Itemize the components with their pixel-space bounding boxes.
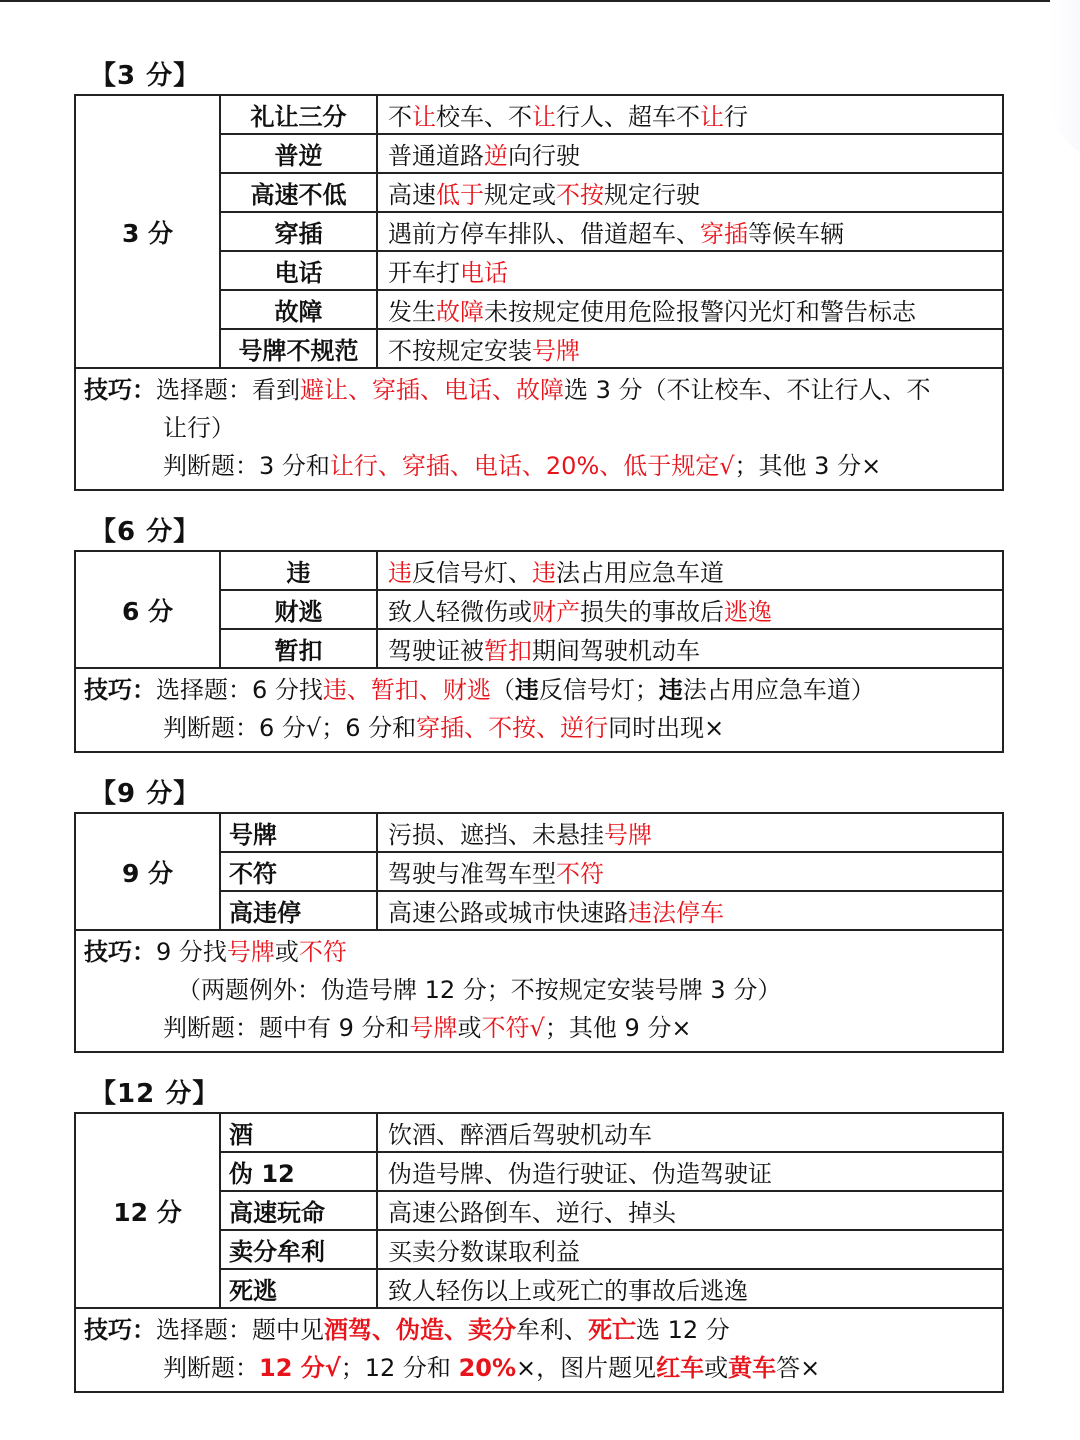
text-run: 避让、穿插、电话、故障 [300,376,564,404]
text-run: ；其他 9 分× [544,1014,692,1042]
rule-description [378,135,1002,172]
text-run: 技巧： [84,1316,156,1344]
rule-description [378,814,1002,851]
text-run: 或 [457,1014,482,1042]
text-run: 让 [532,103,556,131]
text-run: 让 [700,103,724,131]
text-run: 不符√ [481,1014,545,1042]
table-row [221,630,1002,667]
table-row [221,1231,1002,1270]
text-run: 法占用应急车道 [556,559,724,587]
tip-line [84,409,994,447]
text-run: 污损、遮挡、未悬挂 [388,821,604,849]
text-run: 驾驶与准驾车型 [388,860,556,888]
tip-line [84,1311,994,1349]
rule-rows [221,96,1002,367]
rule-name: 违 [221,552,378,589]
table-row [221,1192,1002,1231]
rule-description [378,591,1002,628]
text-run: 死亡 [588,1316,636,1344]
text-run: 规定或 [484,181,556,209]
points-table [74,1112,1004,1393]
score-cell: 6 分 [76,552,221,667]
table-row [221,252,1002,291]
text-run: 违法停车 [628,899,724,927]
text-run: 穿插 [700,220,748,248]
text-run: 普通道路 [388,142,484,170]
rule-description [378,213,1002,250]
section-2 [74,514,1004,753]
table-row [221,591,1002,630]
rule-description [378,853,1002,890]
table-row [221,135,1002,174]
rule-description [378,1270,1002,1307]
text-run: 致人轻微伤或 [388,598,532,626]
rule-name: 穿插 [221,213,378,250]
text-run: （两题例外：伪造号牌 12 分；不按规定安装号牌 3 分） [177,976,782,1004]
rule-name: 伪 12 [221,1153,378,1190]
section-title: 【9 分】 [90,779,201,809]
text-run: 逃逸 [724,598,772,626]
points-table [74,550,1004,753]
tip-line [84,447,994,485]
text-run: 电话 [460,259,508,287]
points-grid [76,1114,1002,1309]
rule-name: 电话 [221,252,378,289]
tip-line [84,671,994,709]
rule-description [378,96,1002,133]
text-run: 反信号灯、 [412,559,532,587]
text-run: 判断题：6 分√；6 分和 [163,714,417,742]
text-run: 穿插、不按、逆行 [416,714,609,742]
text-run: ×，图片题见 [516,1354,657,1382]
text-run: 黄车 [728,1354,777,1382]
text-run: 选 12 分 [636,1316,730,1344]
tip-line [84,371,994,409]
rule-description [378,552,1002,589]
text-run: 答× [776,1354,821,1382]
table-row [221,853,1002,892]
tips-block [76,1309,1002,1391]
rule-name: 高速不低 [221,174,378,211]
score-cell: 9 分 [76,814,221,929]
text-run: 选择题：题中见 [156,1316,324,1344]
points-grid [76,814,1002,931]
text-run: 违、暂扣、财逃 [322,676,491,704]
text-run: 法占用应急车道） [682,676,875,704]
text-run: 规定行驶 [604,181,700,209]
text-run: 选择题：看到 [156,376,300,404]
text-run: 伪造号牌、伪造行驶证、伪造驾驶证 [388,1160,772,1188]
table-row [221,213,1002,252]
text-run: 选 3 分（不让校车、不让行人、不 [564,376,931,404]
section-1 [74,58,1004,491]
text-run: 20% [458,1354,517,1382]
rule-name: 暂扣 [221,630,378,667]
text-run: 号牌 [532,337,580,365]
text-run: 酒驾、伪造、卖分 [324,1316,516,1344]
section-title: 【12 分】 [90,1079,220,1109]
rule-rows [221,814,1002,929]
text-run: 买卖分数谋取利益 [388,1238,580,1266]
text-run: 让行、穿插、电话、20%、低于规定√ [329,452,735,480]
section-4 [74,1076,1004,1393]
text-run: 逆 [484,142,508,170]
text-run: 行 [724,103,748,131]
text-run: 遇前方停车排队、借道超车、 [388,220,700,248]
score-cell: 12 分 [76,1114,221,1307]
rule-name: 普逆 [221,135,378,172]
text-run: 让行） [163,414,235,442]
text-run: 期间驾驶机动车 [532,637,700,665]
text-run: 致人轻伤以上或死亡的事故后逃逸 [388,1277,748,1305]
top-border [0,0,1080,2]
table-row [221,96,1002,135]
text-run: 向行驶 [508,142,580,170]
text-run: ；其他 3 分× [734,452,882,480]
rule-name: 礼让三分 [221,96,378,133]
text-run: 技巧： [84,938,156,966]
rule-name: 财逃 [221,591,378,628]
rule-rows [221,1114,1002,1307]
text-run: 等候车辆 [748,220,844,248]
rule-name: 酒 [221,1114,378,1151]
table-row [221,174,1002,213]
tip-line [84,971,994,1009]
tips-block [76,669,1002,751]
text-run: ；12 分和 [340,1354,459,1382]
text-run: 不按规定安装 [388,337,532,365]
table-row [221,291,1002,330]
section-title: 【6 分】 [90,517,201,547]
text-run: 12 分√ [259,1354,341,1382]
tip-line [84,1009,994,1047]
text-run: 不符 [298,938,347,966]
table-row [221,1153,1002,1192]
table-row [221,1114,1002,1153]
text-run: 号牌 [409,1014,458,1042]
text-run: 不符 [556,860,604,888]
text-run: 故障 [436,298,484,326]
text-run: 判断题：题中有 9 分和 [163,1014,410,1042]
table-row [221,814,1002,853]
text-run: 反信号灯； [538,676,659,704]
tip-line [84,933,994,971]
text-run: 驾驶证被 [388,637,484,665]
rule-name: 高速玩命 [221,1192,378,1229]
rule-name: 死逃 [221,1270,378,1307]
text-run: 行人、超车不 [556,103,700,131]
text-run: 号牌 [604,821,652,849]
text-run: 违 [658,676,683,704]
rule-description [378,1231,1002,1268]
text-run: 红车 [656,1354,705,1382]
text-run: 牟利、 [516,1316,588,1344]
text-run: 或 [274,938,299,966]
rule-description [378,892,1002,929]
table-row [221,892,1002,929]
text-run: 判断题：3 分和 [163,452,330,480]
rule-description [378,330,1002,367]
text-run: 违 [532,559,556,587]
text-run: 开车打 [388,259,460,287]
points-table [74,812,1004,1053]
text-run: 低于 [436,181,484,209]
text-run: 或 [704,1354,729,1382]
rule-description [378,1153,1002,1190]
tip-line [84,709,994,747]
rule-description [378,252,1002,289]
text-run: 9 分找 [156,938,227,966]
text-run: 选择题：6 分找 [156,676,323,704]
table-row [221,1270,1002,1307]
tips-block [76,931,1002,1051]
tip-line [84,1349,994,1387]
rule-rows [221,552,1002,667]
text-run: 未按规定使用危险报警闪光灯和警告标志 [484,298,916,326]
text-run: 违 [514,676,539,704]
rule-description [378,174,1002,211]
rule-name: 卖分牟利 [221,1231,378,1268]
text-run: 财产 [532,598,580,626]
text-run: 不 [388,103,412,131]
points-grid [76,96,1002,369]
text-run: 技巧： [84,376,156,404]
rule-description [378,1114,1002,1151]
rule-name: 号牌不规范 [221,330,378,367]
text-run: 暂扣 [484,637,532,665]
text-run: 高速 [388,181,436,209]
text-run: 高速公路或城市快速路 [388,899,628,927]
tips-block [76,369,1002,489]
section-title: 【3 分】 [90,61,201,91]
text-run: （ [490,676,515,704]
text-run: 高速公路倒车、逆行、掉头 [388,1199,676,1227]
text-run: 判断题： [163,1354,259,1382]
table-row [221,552,1002,591]
rule-name: 不符 [221,853,378,890]
text-run: 技巧： [84,676,156,704]
edge-decoration [1050,0,1080,160]
text-run: 号牌 [226,938,275,966]
text-run: 发生 [388,298,436,326]
section-3 [74,776,1004,1053]
text-run: 同时出现× [608,714,725,742]
text-run: 让 [412,103,436,131]
text-run: 违 [388,559,412,587]
points-grid [76,552,1002,669]
rule-description [378,630,1002,667]
rule-name: 高违停 [221,892,378,929]
text-run: 饮酒、醉酒后驾驶机动车 [388,1121,652,1149]
rule-name: 号牌 [221,814,378,851]
points-table [74,94,1004,491]
rule-description [378,1192,1002,1229]
text-run: 校车、不 [436,103,532,131]
rule-description [378,291,1002,328]
text-run: 损失的事故后 [580,598,724,626]
rule-name: 故障 [221,291,378,328]
score-cell: 3 分 [76,96,221,367]
table-row [221,330,1002,367]
text-run: 不按 [556,181,604,209]
